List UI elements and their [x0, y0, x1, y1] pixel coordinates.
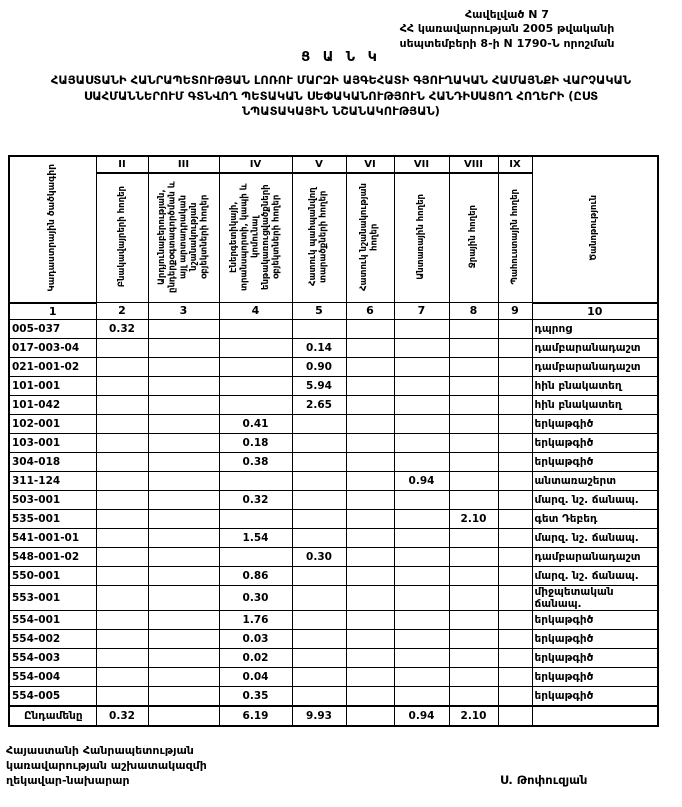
- table-row: [9, 376, 658, 395]
- area-value-cell: [498, 667, 532, 686]
- area-value-cell: [148, 585, 219, 610]
- area-value-cell: [292, 452, 346, 471]
- area-value-cell: [449, 547, 498, 566]
- area-value-cell: [292, 433, 346, 452]
- total-value-cell: [498, 706, 532, 726]
- header-cell-reserve-lands: [498, 173, 532, 303]
- area-value-cell: [449, 471, 498, 490]
- table-row: [9, 528, 658, 547]
- area-value-cell: [292, 585, 346, 610]
- area-value-cell: [148, 338, 219, 357]
- area-value-cell: [346, 319, 394, 338]
- column-number: 6: [346, 303, 394, 320]
- cadastral-code-cell: 311-124: [9, 471, 96, 490]
- area-value-cell: [498, 452, 532, 471]
- area-value-cell: [96, 648, 148, 667]
- area-value-cell: [148, 528, 219, 547]
- appendix-line: սեպտեմբերի 8-ի N 1790-Ն որոշման: [399, 36, 615, 50]
- area-value-cell: [292, 566, 346, 585]
- header-cell-infrastructure-lands: [219, 173, 292, 303]
- area-value-cell: [498, 414, 532, 433]
- area-value-cell: [148, 471, 219, 490]
- header-cell-forest-lands: [394, 173, 449, 303]
- area-value-cell: [96, 629, 148, 648]
- table-row: [9, 357, 658, 376]
- document-title: [8, 73, 674, 120]
- cadastral-code-cell: 503-001: [9, 490, 96, 509]
- table-row: [9, 585, 658, 610]
- area-value-cell: [346, 629, 394, 648]
- area-value-cell: [346, 509, 394, 528]
- table-row: [9, 319, 658, 338]
- area-value-cell: [394, 686, 449, 706]
- header-cell-special-purpose-lands: [346, 173, 394, 303]
- table-row: [9, 414, 658, 433]
- area-value-cell: [219, 319, 292, 338]
- area-value-cell: 0.18: [219, 433, 292, 452]
- table-row: [9, 648, 658, 667]
- remark-cell: երկաթգիծ: [532, 433, 658, 452]
- area-value-cell: [394, 528, 449, 547]
- table-row: [9, 610, 658, 629]
- area-value-cell: [346, 433, 394, 452]
- column-number: 2: [96, 303, 148, 320]
- cadastral-code-cell: 548-001-02: [9, 547, 96, 566]
- area-value-cell: [498, 471, 532, 490]
- area-value-cell: [449, 648, 498, 667]
- area-value-cell: [449, 414, 498, 433]
- remark-cell: հին բնակատեղ: [532, 395, 658, 414]
- area-value-cell: [148, 376, 219, 395]
- area-value-cell: [394, 452, 449, 471]
- area-value-cell: [346, 610, 394, 629]
- area-value-cell: [96, 433, 148, 452]
- area-value-cell: [394, 338, 449, 357]
- remark-cell: մարզ. նշ. ճանապ.: [532, 528, 658, 547]
- area-value-cell: [449, 357, 498, 376]
- area-value-cell: [292, 648, 346, 667]
- area-value-cell: [96, 338, 148, 357]
- area-value-cell: [346, 547, 394, 566]
- area-value-cell: [498, 433, 532, 452]
- remark-cell: երկաթգիծ: [532, 610, 658, 629]
- area-value-cell: [498, 686, 532, 706]
- remark-cell: անտառաշերտ: [532, 471, 658, 490]
- area-value-cell: [148, 319, 219, 338]
- area-value-cell: [148, 610, 219, 629]
- cadastral-code-cell: 017-003-04: [9, 338, 96, 357]
- area-value-cell: 0.94: [394, 471, 449, 490]
- area-value-cell: [394, 395, 449, 414]
- area-value-cell: [346, 338, 394, 357]
- table-row: [9, 667, 658, 686]
- table-row: [9, 566, 658, 585]
- rotated-header-label: Կադաստրային ծածկագիր: [47, 163, 58, 292]
- cadastral-code-cell: 554-003: [9, 648, 96, 667]
- area-value-cell: [292, 319, 346, 338]
- roman-numeral: VI: [346, 156, 394, 173]
- column-number: 3: [148, 303, 219, 320]
- area-value-cell: [219, 395, 292, 414]
- table-row: [9, 547, 658, 566]
- area-value-cell: 0.30: [219, 585, 292, 610]
- rotated-header-label: Ծանոթություն: [589, 194, 600, 261]
- area-value-cell: [498, 490, 532, 509]
- remark-cell: դամբարանադաշտ: [532, 338, 658, 357]
- cadastral-code-cell: 554-002: [9, 629, 96, 648]
- remark-cell: երկաթգիծ: [532, 667, 658, 686]
- area-value-cell: [96, 509, 148, 528]
- table-row: [9, 433, 658, 452]
- area-value-cell: [346, 471, 394, 490]
- area-value-cell: [449, 338, 498, 357]
- area-value-cell: [148, 433, 219, 452]
- area-value-cell: [449, 585, 498, 610]
- header-cell-cadastral-code: [9, 156, 96, 303]
- rotated-header-label: Բնակավայրերի հողեր: [116, 185, 127, 288]
- total-value-cell: [346, 706, 394, 726]
- table-row: [9, 338, 658, 357]
- rotated-header-label: Անտառային հողեր: [416, 193, 427, 280]
- table-row: [9, 686, 658, 706]
- column-number: 10: [532, 303, 658, 320]
- area-value-cell: [498, 566, 532, 585]
- area-value-cell: [96, 357, 148, 376]
- total-value-cell: [148, 706, 219, 726]
- area-value-cell: [498, 338, 532, 357]
- area-value-cell: 0.35: [219, 686, 292, 706]
- area-value-cell: [148, 667, 219, 686]
- area-value-cell: [96, 414, 148, 433]
- area-value-cell: [449, 490, 498, 509]
- area-value-cell: [219, 338, 292, 357]
- cadastral-code-cell: 103-001: [9, 433, 96, 452]
- area-value-cell: [96, 376, 148, 395]
- roman-numeral: VIII: [449, 156, 498, 173]
- area-value-cell: [346, 585, 394, 610]
- table-row: [9, 452, 658, 471]
- area-value-cell: [394, 509, 449, 528]
- signatory-name: Ս. Թոփուզյան: [500, 773, 588, 787]
- column-number: 8: [449, 303, 498, 320]
- roman-numeral: IV: [219, 156, 292, 173]
- column-number: 5: [292, 303, 346, 320]
- remark-cell: երկաթգիծ: [532, 648, 658, 667]
- signatory-title-line: Հայաստանի Հանրապետության: [6, 744, 194, 757]
- area-value-cell: [449, 566, 498, 585]
- cadastral-code-cell: 101-001: [9, 376, 96, 395]
- area-value-cell: [96, 452, 148, 471]
- area-value-cell: [394, 319, 449, 338]
- area-value-cell: [148, 648, 219, 667]
- area-value-cell: [449, 395, 498, 414]
- area-value-cell: [498, 319, 532, 338]
- appendix-line: ՀՀ կառավարության 2005 թվականի: [399, 22, 615, 36]
- remark-cell: երկաթգիծ: [532, 686, 658, 706]
- remark-cell: հին բնակատեղ: [532, 376, 658, 395]
- area-value-cell: [449, 528, 498, 547]
- cadastral-code-cell: 021-001-02: [9, 357, 96, 376]
- area-value-cell: [346, 566, 394, 585]
- area-value-cell: [498, 376, 532, 395]
- remark-cell: միջպետական ճանապ.: [532, 585, 658, 610]
- area-value-cell: [292, 667, 346, 686]
- area-value-cell: [394, 629, 449, 648]
- area-value-cell: [346, 528, 394, 547]
- roman-numeral: III: [148, 156, 219, 173]
- area-value-cell: [292, 610, 346, 629]
- header-cell-protected-lands: [292, 173, 346, 303]
- area-value-cell: [148, 490, 219, 509]
- cadastral-code-cell: 554-004: [9, 667, 96, 686]
- area-value-cell: [449, 319, 498, 338]
- area-value-cell: [394, 357, 449, 376]
- cadastral-code-cell: 535-001: [9, 509, 96, 528]
- area-value-cell: 0.04: [219, 667, 292, 686]
- area-value-cell: [346, 414, 394, 433]
- total-note-cell: [532, 706, 658, 726]
- remark-cell: դպրոց: [532, 319, 658, 338]
- total-value-cell: 0.32: [96, 706, 148, 726]
- cadastral-code-cell: 553-001: [9, 585, 96, 610]
- area-value-cell: [292, 686, 346, 706]
- remark-cell: մարզ. նշ. ճանապ.: [532, 490, 658, 509]
- table-row: [9, 471, 658, 490]
- remark-cell: գետ Դեբեդ: [532, 509, 658, 528]
- area-value-cell: [449, 433, 498, 452]
- cadastral-code-cell: 550-001: [9, 566, 96, 585]
- remark-cell: դամբարանադաշտ: [532, 547, 658, 566]
- area-value-cell: [498, 395, 532, 414]
- area-value-cell: [449, 667, 498, 686]
- area-value-cell: [498, 528, 532, 547]
- total-value-cell: 9.93: [292, 706, 346, 726]
- document-title-line: ՍԱՀՄԱՆՆԵՐՈՒՄ ԳՏՆՎՈՂ ՊԵՏԱԿԱՆ ՍԵՓԱԿԱՆՈՒԹՅՈՒՆ ՀԱՆԴԻՍԱՑՈՂ ՀՈՂԵՐԻ (ԸՍՏ: [83, 88, 599, 103]
- signatory-title-block: [6, 744, 207, 789]
- area-value-cell: [498, 585, 532, 610]
- appendix-line: Հավելված N 7: [465, 8, 549, 21]
- area-value-cell: [148, 566, 219, 585]
- roman-numeral: V: [292, 156, 346, 173]
- remark-cell: դամբարանադաշտ: [532, 357, 658, 376]
- table-row: [9, 509, 658, 528]
- area-value-cell: [219, 547, 292, 566]
- area-value-cell: [498, 648, 532, 667]
- column-number: 4: [219, 303, 292, 320]
- total-value-cell: 2.10: [449, 706, 498, 726]
- roman-numeral: IX: [498, 156, 532, 173]
- area-value-cell: [498, 357, 532, 376]
- document-title-line: ՆՊԱՏԱԿԱՅԻՆ ՆՇԱՆԱԿՈՒԹՅԱՆ): [242, 104, 440, 119]
- rotated-header-label: Պահուստային հողեր: [509, 188, 520, 285]
- area-value-cell: [394, 376, 449, 395]
- area-value-cell: 1.76: [219, 610, 292, 629]
- area-value-cell: 2.65: [292, 395, 346, 414]
- area-value-cell: [346, 357, 394, 376]
- table-row: [9, 629, 658, 648]
- area-value-cell: [346, 452, 394, 471]
- area-value-cell: 0.90: [292, 357, 346, 376]
- cadastral-code-cell: 541-001-01: [9, 528, 96, 547]
- roman-numeral: II: [96, 156, 148, 173]
- area-value-cell: [292, 414, 346, 433]
- area-value-cell: [148, 395, 219, 414]
- area-value-cell: [96, 490, 148, 509]
- area-value-cell: 0.30: [292, 547, 346, 566]
- area-value-cell: [449, 452, 498, 471]
- area-value-cell: [449, 629, 498, 648]
- header-cell-residential-lands: [96, 173, 148, 303]
- area-value-cell: [292, 629, 346, 648]
- area-value-cell: [96, 667, 148, 686]
- area-value-cell: [219, 471, 292, 490]
- column-number: 1: [9, 303, 96, 320]
- area-value-cell: [394, 414, 449, 433]
- cadastral-code-cell: 101-042: [9, 395, 96, 414]
- table-row: [9, 395, 658, 414]
- area-value-cell: [346, 648, 394, 667]
- area-value-cell: [148, 547, 219, 566]
- roman-numeral-row: [9, 156, 658, 173]
- remark-cell: երկաթգիծ: [532, 629, 658, 648]
- area-value-cell: [394, 585, 449, 610]
- area-value-cell: [148, 357, 219, 376]
- area-value-cell: [148, 414, 219, 433]
- area-value-cell: 1.54: [219, 528, 292, 547]
- area-value-cell: 0.02: [219, 648, 292, 667]
- area-value-cell: [148, 629, 219, 648]
- area-value-cell: [96, 686, 148, 706]
- total-label: Ընդամենը: [9, 706, 96, 726]
- area-value-cell: [498, 610, 532, 629]
- appendix-reference: [352, 8, 662, 51]
- total-value-cell: 6.19: [219, 706, 292, 726]
- area-value-cell: [219, 357, 292, 376]
- area-value-cell: 0.41: [219, 414, 292, 433]
- remark-cell: երկաթգիծ: [532, 452, 658, 471]
- area-value-cell: [498, 629, 532, 648]
- table-row: [9, 490, 658, 509]
- header-cell-industrial-lands: [148, 173, 219, 303]
- area-value-cell: [96, 471, 148, 490]
- area-value-cell: [449, 686, 498, 706]
- area-value-cell: [498, 547, 532, 566]
- area-value-cell: [498, 509, 532, 528]
- column-number: 9: [498, 303, 532, 320]
- area-value-cell: [346, 395, 394, 414]
- area-value-cell: [346, 490, 394, 509]
- area-value-cell: 2.10: [449, 509, 498, 528]
- area-value-cell: [346, 376, 394, 395]
- area-value-cell: [96, 528, 148, 547]
- cadastral-code-cell: 304-018: [9, 452, 96, 471]
- column-number: 7: [394, 303, 449, 320]
- area-value-cell: [148, 509, 219, 528]
- rotated-header-label: Ջրային հողեր: [468, 204, 479, 269]
- area-value-cell: 0.03: [219, 629, 292, 648]
- area-value-cell: [394, 667, 449, 686]
- area-value-cell: [394, 547, 449, 566]
- roman-numeral: VII: [394, 156, 449, 173]
- rotated-header-label: Էներգետիկայի, տրանսպորտի, կապի և կոմունալ ենթակառուցվածքների օբյեկտների հողեր: [228, 182, 282, 291]
- land-parcel-table: [8, 155, 659, 727]
- column-number-row: [9, 303, 658, 320]
- area-value-cell: [449, 376, 498, 395]
- area-value-cell: 0.14: [292, 338, 346, 357]
- area-value-cell: [394, 566, 449, 585]
- rotated-header-label: Արդյունաբերության, ընդերքօգտագործման և այլ արտադրական նշանակության օբյեկտների հողեր: [156, 180, 210, 293]
- area-value-cell: [96, 610, 148, 629]
- signatory-title-line: կառավարության աշխատակազմի: [6, 758, 207, 772]
- total-value-cell: 0.94: [394, 706, 449, 726]
- area-value-cell: [96, 547, 148, 566]
- remark-cell: երկաթգիծ: [532, 414, 658, 433]
- cadastral-code-cell: 554-005: [9, 686, 96, 706]
- area-value-cell: [394, 610, 449, 629]
- area-value-cell: 5.94: [292, 376, 346, 395]
- area-value-cell: [394, 490, 449, 509]
- area-value-cell: [219, 376, 292, 395]
- area-value-cell: [394, 433, 449, 452]
- cadastral-code-cell: 102-001: [9, 414, 96, 433]
- header-cell-water-lands: [449, 173, 498, 303]
- area-value-cell: [148, 452, 219, 471]
- area-value-cell: 0.86: [219, 566, 292, 585]
- signatory-title-line: ղեկավար-նախարար: [6, 773, 130, 787]
- area-value-cell: [292, 509, 346, 528]
- area-value-cell: [292, 528, 346, 547]
- area-value-cell: [292, 471, 346, 490]
- area-value-cell: [219, 509, 292, 528]
- total-row: [9, 706, 658, 726]
- area-value-cell: [96, 585, 148, 610]
- area-value-cell: [346, 667, 394, 686]
- document-title-line: ՀԱՅԱՍՏԱՆԻ ՀԱՆՐԱՊԵՏՈՒԹՅԱՆ ԼՈՌՈՒ ՄԱՐԶԻ ԱՅԳԵՀԱՏԻ ԳՅՈՒՂԱԿԱՆ ՀԱՄԱՅՆՔԻ ՎԱՐՉԱԿԱՆ: [50, 73, 632, 87]
- area-value-cell: [346, 686, 394, 706]
- area-value-cell: [449, 610, 498, 629]
- remark-cell: մարզ. նշ. ճանապ.: [532, 566, 658, 585]
- header-cell-remarks: [532, 156, 658, 303]
- area-value-cell: [148, 686, 219, 706]
- area-value-cell: 0.32: [96, 319, 148, 338]
- rotated-header-label: Հատուկ պահպանվող տարածքների հողեր: [308, 187, 329, 286]
- area-value-cell: [292, 490, 346, 509]
- area-value-cell: [96, 395, 148, 414]
- area-value-cell: [96, 566, 148, 585]
- list-heading: Ց Ա Ն Կ: [301, 50, 381, 65]
- area-value-cell: 0.32: [219, 490, 292, 509]
- cadastral-code-cell: 005-037: [9, 319, 96, 338]
- area-value-cell: [394, 648, 449, 667]
- cadastral-code-cell: 554-001: [9, 610, 96, 629]
- rotated-header-label: Հատուկ նշանակության հողեր: [359, 182, 380, 291]
- area-value-cell: 0.38: [219, 452, 292, 471]
